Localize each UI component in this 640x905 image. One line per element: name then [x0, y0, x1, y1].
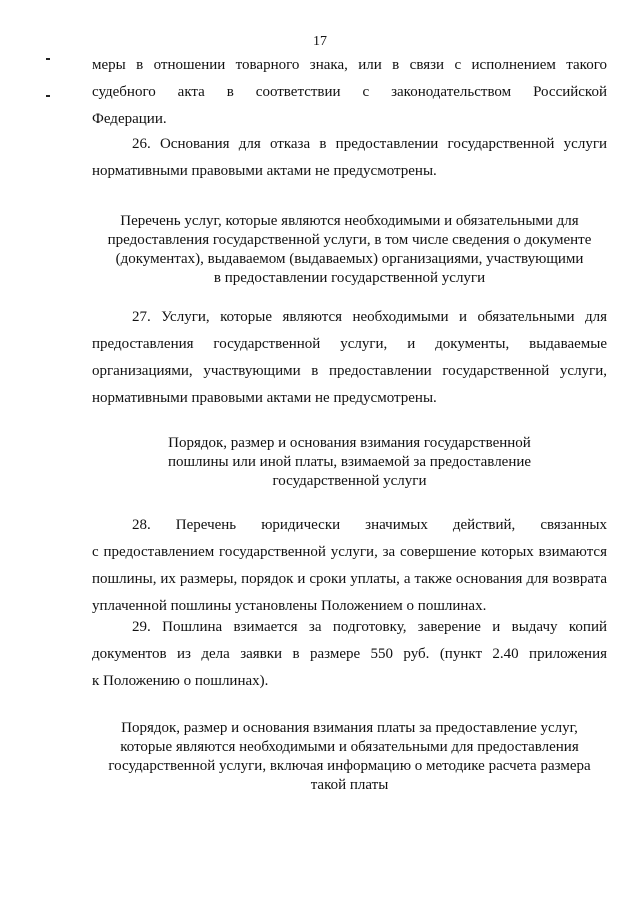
paragraph-28	[92, 512, 607, 620]
heading-line: такой платы	[310, 777, 389, 793]
page-number: 17	[313, 34, 327, 49]
heading-line: Перечень услуг, которые являются необходимыми и обязательными для	[120, 213, 579, 229]
text-line: предоставления государственной услуги, и документы, выдаваемые	[92, 336, 607, 352]
text-line: 29. Пошлина взимается за подготовку, заверение и выдачу копий	[132, 619, 607, 635]
text-line: нормативными правовыми актами не предусмотрены.	[92, 390, 437, 406]
text-line: документов из дела заявки в размере 550 руб. (пункт 2.40 приложения	[92, 646, 607, 662]
text-line: 28. Перечень юридически значимых действий, связанных	[132, 517, 607, 533]
section-heading-services-list	[92, 212, 607, 288]
paragraph-continuation	[92, 52, 607, 133]
text-line: 27. Услуги, которые являются необходимыми и обязательными для	[132, 309, 607, 325]
margin-mark-bottom	[46, 95, 50, 97]
text-line: пошлины, их размеры, порядок и сроки уплаты, а также основания для возврата	[92, 571, 607, 587]
heading-line: пошлины или иной платы, взимаемой за предоставление	[167, 454, 532, 470]
heading-line: Порядок, размер и основания взимания государственной	[168, 435, 531, 451]
paragraph-27	[92, 304, 607, 412]
text-line: с предоставлением государственной услуги, за совершение которых взимаются	[92, 544, 607, 560]
text-line: Федерации.	[92, 111, 167, 127]
text-line: судебного акта в соответствии с законодательством Российской	[92, 84, 607, 100]
text-line: меры в отношении товарного знака, или в связи с исполнением такого	[92, 57, 607, 73]
section-heading-state-fee	[92, 434, 607, 491]
heading-line: которые являются необходимыми и обязательными для предоставления	[120, 739, 579, 755]
paragraph-29	[92, 614, 607, 695]
section-heading-service-fee	[92, 719, 607, 795]
text-line: к Положению о пошлинах).	[92, 673, 269, 689]
text-line: уплаченной пошлины установлены Положением о пошлинах.	[92, 598, 487, 614]
text-line: 26. Основания для отказа в предоставлении государственной услуги	[132, 136, 607, 152]
heading-line: в предоставлении государственной услуги	[213, 270, 486, 286]
margin-mark-top	[46, 58, 50, 60]
heading-line: государственной услуги, включая информацию о методике расчета размера	[108, 758, 591, 774]
heading-line: предоставления государственной услуги, в том числе сведения о документе	[107, 232, 592, 248]
text-line: организациями, участвующими в предоставлении государственной услуги,	[92, 363, 607, 379]
text-line: нормативными правовыми актами не предусмотрены.	[92, 163, 437, 179]
heading-line: Порядок, размер и основания взимания платы за предоставление услуг,	[121, 720, 578, 736]
heading-line: государственной услуги	[272, 473, 427, 489]
paragraph-26	[92, 131, 607, 185]
heading-line: (документах), выдаваемом (выдаваемых) организациями, участвующими	[115, 251, 584, 267]
